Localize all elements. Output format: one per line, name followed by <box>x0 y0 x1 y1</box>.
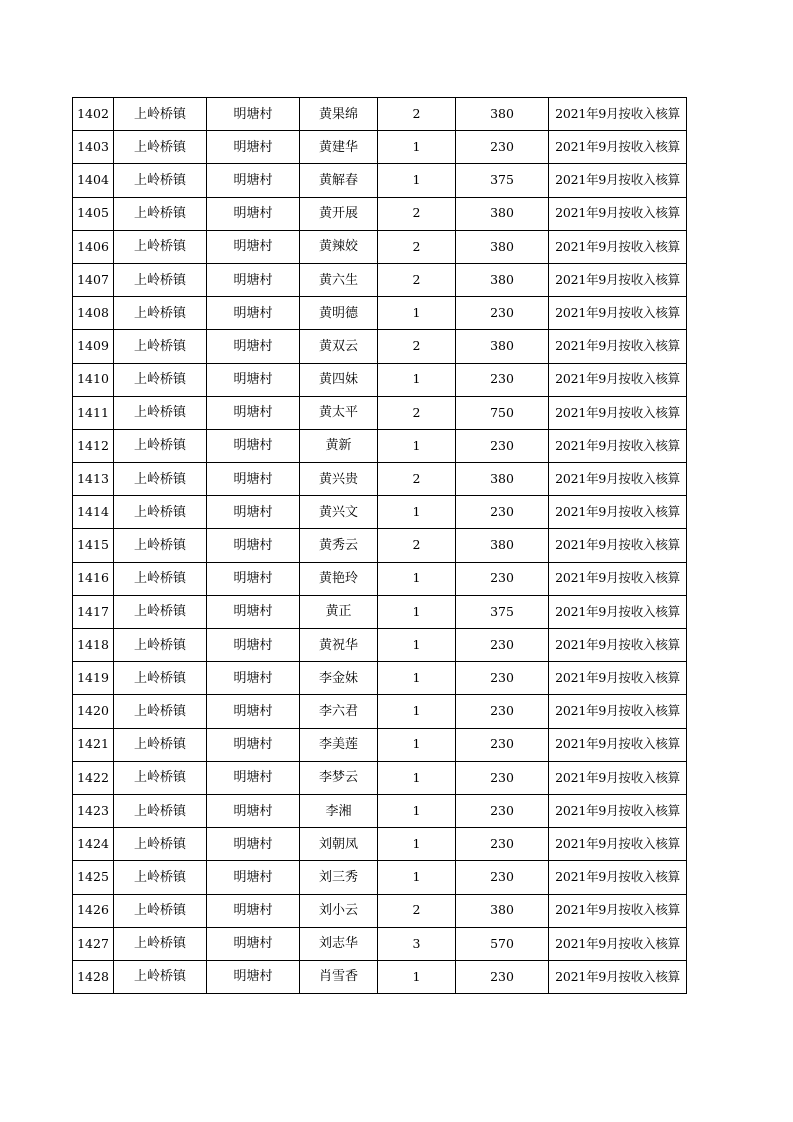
serial-number-cell: 1428 <box>73 960 114 993</box>
note-cell: 2021年9月按收入核算 <box>549 960 687 993</box>
amount-cell: 750 <box>456 396 549 429</box>
town-cell: 上岭桥镇 <box>114 595 207 628</box>
table-row <box>73 894 687 927</box>
village-cell: 明塘村 <box>207 131 300 164</box>
table-row <box>73 529 687 562</box>
note-cell: 2021年9月按收入核算 <box>549 927 687 960</box>
note-cell: 2021年9月按收入核算 <box>549 164 687 197</box>
note-cell: 2021年9月按收入核算 <box>549 496 687 529</box>
town-cell: 上岭桥镇 <box>114 363 207 396</box>
name-cell: 李美莲 <box>300 728 378 761</box>
amount-cell: 380 <box>456 98 549 131</box>
table-row <box>73 297 687 330</box>
amount-cell: 380 <box>456 894 549 927</box>
town-cell: 上岭桥镇 <box>114 828 207 861</box>
table-row <box>73 695 687 728</box>
household-size-cell: 1 <box>378 595 456 628</box>
village-cell: 明塘村 <box>207 463 300 496</box>
amount-cell: 230 <box>456 960 549 993</box>
village-cell: 明塘村 <box>207 794 300 827</box>
name-cell: 黄建华 <box>300 131 378 164</box>
town-cell: 上岭桥镇 <box>114 496 207 529</box>
serial-number-cell: 1422 <box>73 761 114 794</box>
name-cell: 刘三秀 <box>300 861 378 894</box>
amount-cell: 230 <box>456 131 549 164</box>
name-cell: 李梦云 <box>300 761 378 794</box>
village-cell: 明塘村 <box>207 98 300 131</box>
name-cell: 黄六生 <box>300 263 378 296</box>
table-row <box>73 927 687 960</box>
table-row <box>73 828 687 861</box>
village-cell: 明塘村 <box>207 529 300 562</box>
name-cell: 黄辣姣 <box>300 230 378 263</box>
village-cell: 明塘村 <box>207 728 300 761</box>
table-row <box>73 330 687 363</box>
household-size-cell: 1 <box>378 662 456 695</box>
household-size-cell: 1 <box>378 562 456 595</box>
serial-number-cell: 1412 <box>73 429 114 462</box>
household-size-cell: 1 <box>378 429 456 462</box>
name-cell: 黄兴贵 <box>300 463 378 496</box>
amount-cell: 230 <box>456 761 549 794</box>
village-cell: 明塘村 <box>207 629 300 662</box>
household-size-cell: 2 <box>378 197 456 230</box>
amount-cell: 375 <box>456 164 549 197</box>
town-cell: 上岭桥镇 <box>114 662 207 695</box>
town-cell: 上岭桥镇 <box>114 263 207 296</box>
note-cell: 2021年9月按收入核算 <box>549 662 687 695</box>
note-cell: 2021年9月按收入核算 <box>549 330 687 363</box>
table-row <box>73 562 687 595</box>
name-cell: 黄开展 <box>300 197 378 230</box>
name-cell: 李金妹 <box>300 662 378 695</box>
town-cell: 上岭桥镇 <box>114 960 207 993</box>
note-cell: 2021年9月按收入核算 <box>549 529 687 562</box>
name-cell: 黄四妹 <box>300 363 378 396</box>
name-cell: 黄兴文 <box>300 496 378 529</box>
amount-cell: 375 <box>456 595 549 628</box>
note-cell: 2021年9月按收入核算 <box>549 230 687 263</box>
note-cell: 2021年9月按收入核算 <box>549 695 687 728</box>
serial-number-cell: 1421 <box>73 728 114 761</box>
village-cell: 明塘村 <box>207 263 300 296</box>
note-cell: 2021年9月按收入核算 <box>549 861 687 894</box>
note-cell: 2021年9月按收入核算 <box>549 761 687 794</box>
note-cell: 2021年9月按收入核算 <box>549 562 687 595</box>
table-row <box>73 728 687 761</box>
serial-number-cell: 1402 <box>73 98 114 131</box>
name-cell: 刘小云 <box>300 894 378 927</box>
town-cell: 上岭桥镇 <box>114 529 207 562</box>
village-cell: 明塘村 <box>207 595 300 628</box>
town-cell: 上岭桥镇 <box>114 98 207 131</box>
household-size-cell: 2 <box>378 463 456 496</box>
note-cell: 2021年9月按收入核算 <box>549 131 687 164</box>
household-size-cell: 1 <box>378 496 456 529</box>
note-cell: 2021年9月按收入核算 <box>549 396 687 429</box>
note-cell: 2021年9月按收入核算 <box>549 463 687 496</box>
household-size-cell: 1 <box>378 131 456 164</box>
amount-cell: 380 <box>456 529 549 562</box>
note-cell: 2021年9月按收入核算 <box>549 894 687 927</box>
town-cell: 上岭桥镇 <box>114 861 207 894</box>
village-cell: 明塘村 <box>207 230 300 263</box>
village-cell: 明塘村 <box>207 894 300 927</box>
amount-cell: 380 <box>456 197 549 230</box>
serial-number-cell: 1415 <box>73 529 114 562</box>
name-cell: 黄祝华 <box>300 629 378 662</box>
amount-cell: 230 <box>456 861 549 894</box>
town-cell: 上岭桥镇 <box>114 197 207 230</box>
village-cell: 明塘村 <box>207 861 300 894</box>
town-cell: 上岭桥镇 <box>114 728 207 761</box>
town-cell: 上岭桥镇 <box>114 894 207 927</box>
household-size-cell: 1 <box>378 960 456 993</box>
table-row <box>73 396 687 429</box>
village-cell: 明塘村 <box>207 662 300 695</box>
town-cell: 上岭桥镇 <box>114 396 207 429</box>
table-row <box>73 595 687 628</box>
town-cell: 上岭桥镇 <box>114 297 207 330</box>
town-cell: 上岭桥镇 <box>114 429 207 462</box>
serial-number-cell: 1418 <box>73 629 114 662</box>
household-size-cell: 2 <box>378 529 456 562</box>
household-size-cell: 2 <box>378 98 456 131</box>
amount-cell: 230 <box>456 662 549 695</box>
village-cell: 明塘村 <box>207 562 300 595</box>
village-cell: 明塘村 <box>207 960 300 993</box>
town-cell: 上岭桥镇 <box>114 761 207 794</box>
village-cell: 明塘村 <box>207 363 300 396</box>
amount-cell: 230 <box>456 297 549 330</box>
serial-number-cell: 1427 <box>73 927 114 960</box>
name-cell: 刘朝凤 <box>300 828 378 861</box>
household-size-cell: 2 <box>378 894 456 927</box>
household-size-cell: 2 <box>378 330 456 363</box>
table-row <box>73 230 687 263</box>
table-row <box>73 960 687 993</box>
serial-number-cell: 1420 <box>73 695 114 728</box>
household-size-cell: 2 <box>378 230 456 263</box>
serial-number-cell: 1410 <box>73 363 114 396</box>
amount-cell: 380 <box>456 463 549 496</box>
table-row <box>73 496 687 529</box>
town-cell: 上岭桥镇 <box>114 230 207 263</box>
note-cell: 2021年9月按收入核算 <box>549 263 687 296</box>
serial-number-cell: 1411 <box>73 396 114 429</box>
amount-cell: 230 <box>456 363 549 396</box>
town-cell: 上岭桥镇 <box>114 794 207 827</box>
village-cell: 明塘村 <box>207 429 300 462</box>
name-cell: 黄双云 <box>300 330 378 363</box>
table-row <box>73 263 687 296</box>
note-cell: 2021年9月按收入核算 <box>549 595 687 628</box>
serial-number-cell: 1417 <box>73 595 114 628</box>
village-cell: 明塘村 <box>207 695 300 728</box>
serial-number-cell: 1408 <box>73 297 114 330</box>
serial-number-cell: 1407 <box>73 263 114 296</box>
town-cell: 上岭桥镇 <box>114 927 207 960</box>
serial-number-cell: 1426 <box>73 894 114 927</box>
serial-number-cell: 1424 <box>73 828 114 861</box>
household-size-cell: 2 <box>378 263 456 296</box>
table-row <box>73 98 687 131</box>
village-cell: 明塘村 <box>207 164 300 197</box>
amount-cell: 230 <box>456 429 549 462</box>
name-cell: 黄明德 <box>300 297 378 330</box>
village-cell: 明塘村 <box>207 761 300 794</box>
table-row <box>73 363 687 396</box>
name-cell: 黄新 <box>300 429 378 462</box>
table-row <box>73 861 687 894</box>
household-size-cell: 1 <box>378 861 456 894</box>
table-row <box>73 662 687 695</box>
note-cell: 2021年9月按收入核算 <box>549 98 687 131</box>
serial-number-cell: 1406 <box>73 230 114 263</box>
serial-number-cell: 1405 <box>73 197 114 230</box>
serial-number-cell: 1414 <box>73 496 114 529</box>
household-size-cell: 1 <box>378 363 456 396</box>
amount-cell: 230 <box>456 496 549 529</box>
name-cell: 黄解春 <box>300 164 378 197</box>
town-cell: 上岭桥镇 <box>114 695 207 728</box>
serial-number-cell: 1419 <box>73 662 114 695</box>
table-row <box>73 629 687 662</box>
name-cell: 黄太平 <box>300 396 378 429</box>
serial-number-cell: 1416 <box>73 562 114 595</box>
household-size-cell: 1 <box>378 794 456 827</box>
table-row <box>73 197 687 230</box>
amount-cell: 230 <box>456 728 549 761</box>
town-cell: 上岭桥镇 <box>114 629 207 662</box>
household-size-cell: 1 <box>378 728 456 761</box>
table-row <box>73 794 687 827</box>
table-body <box>73 98 687 994</box>
town-cell: 上岭桥镇 <box>114 330 207 363</box>
name-cell: 黄果绵 <box>300 98 378 131</box>
note-cell: 2021年9月按收入核算 <box>549 197 687 230</box>
household-size-cell: 1 <box>378 761 456 794</box>
amount-cell: 230 <box>456 695 549 728</box>
note-cell: 2021年9月按收入核算 <box>549 363 687 396</box>
town-cell: 上岭桥镇 <box>114 463 207 496</box>
table-row <box>73 429 687 462</box>
serial-number-cell: 1425 <box>73 861 114 894</box>
amount-cell: 230 <box>456 828 549 861</box>
village-cell: 明塘村 <box>207 330 300 363</box>
name-cell: 刘志华 <box>300 927 378 960</box>
household-size-cell: 3 <box>378 927 456 960</box>
serial-number-cell: 1423 <box>73 794 114 827</box>
amount-cell: 380 <box>456 230 549 263</box>
village-cell: 明塘村 <box>207 927 300 960</box>
household-size-cell: 2 <box>378 396 456 429</box>
serial-number-cell: 1413 <box>73 463 114 496</box>
name-cell: 李湘 <box>300 794 378 827</box>
amount-cell: 230 <box>456 629 549 662</box>
name-cell: 黄秀云 <box>300 529 378 562</box>
table-row <box>73 131 687 164</box>
note-cell: 2021年9月按收入核算 <box>549 728 687 761</box>
household-size-cell: 1 <box>378 164 456 197</box>
amount-cell: 380 <box>456 330 549 363</box>
amount-cell: 230 <box>456 794 549 827</box>
village-cell: 明塘村 <box>207 496 300 529</box>
name-cell: 李六君 <box>300 695 378 728</box>
amount-cell: 230 <box>456 562 549 595</box>
amount-cell: 380 <box>456 263 549 296</box>
household-size-cell: 1 <box>378 629 456 662</box>
household-size-cell: 1 <box>378 828 456 861</box>
household-size-cell: 1 <box>378 695 456 728</box>
town-cell: 上岭桥镇 <box>114 131 207 164</box>
data-table <box>72 97 687 994</box>
village-cell: 明塘村 <box>207 197 300 230</box>
village-cell: 明塘村 <box>207 297 300 330</box>
village-cell: 明塘村 <box>207 828 300 861</box>
name-cell: 黄艳玲 <box>300 562 378 595</box>
name-cell: 肖雪香 <box>300 960 378 993</box>
note-cell: 2021年9月按收入核算 <box>549 794 687 827</box>
table-row <box>73 164 687 197</box>
name-cell: 黄正 <box>300 595 378 628</box>
serial-number-cell: 1409 <box>73 330 114 363</box>
note-cell: 2021年9月按收入核算 <box>549 629 687 662</box>
note-cell: 2021年9月按收入核算 <box>549 429 687 462</box>
amount-cell: 570 <box>456 927 549 960</box>
serial-number-cell: 1404 <box>73 164 114 197</box>
table-row <box>73 463 687 496</box>
town-cell: 上岭桥镇 <box>114 164 207 197</box>
note-cell: 2021年9月按收入核算 <box>549 828 687 861</box>
town-cell: 上岭桥镇 <box>114 562 207 595</box>
serial-number-cell: 1403 <box>73 131 114 164</box>
note-cell: 2021年9月按收入核算 <box>549 297 687 330</box>
village-cell: 明塘村 <box>207 396 300 429</box>
household-size-cell: 1 <box>378 297 456 330</box>
table-row <box>73 761 687 794</box>
